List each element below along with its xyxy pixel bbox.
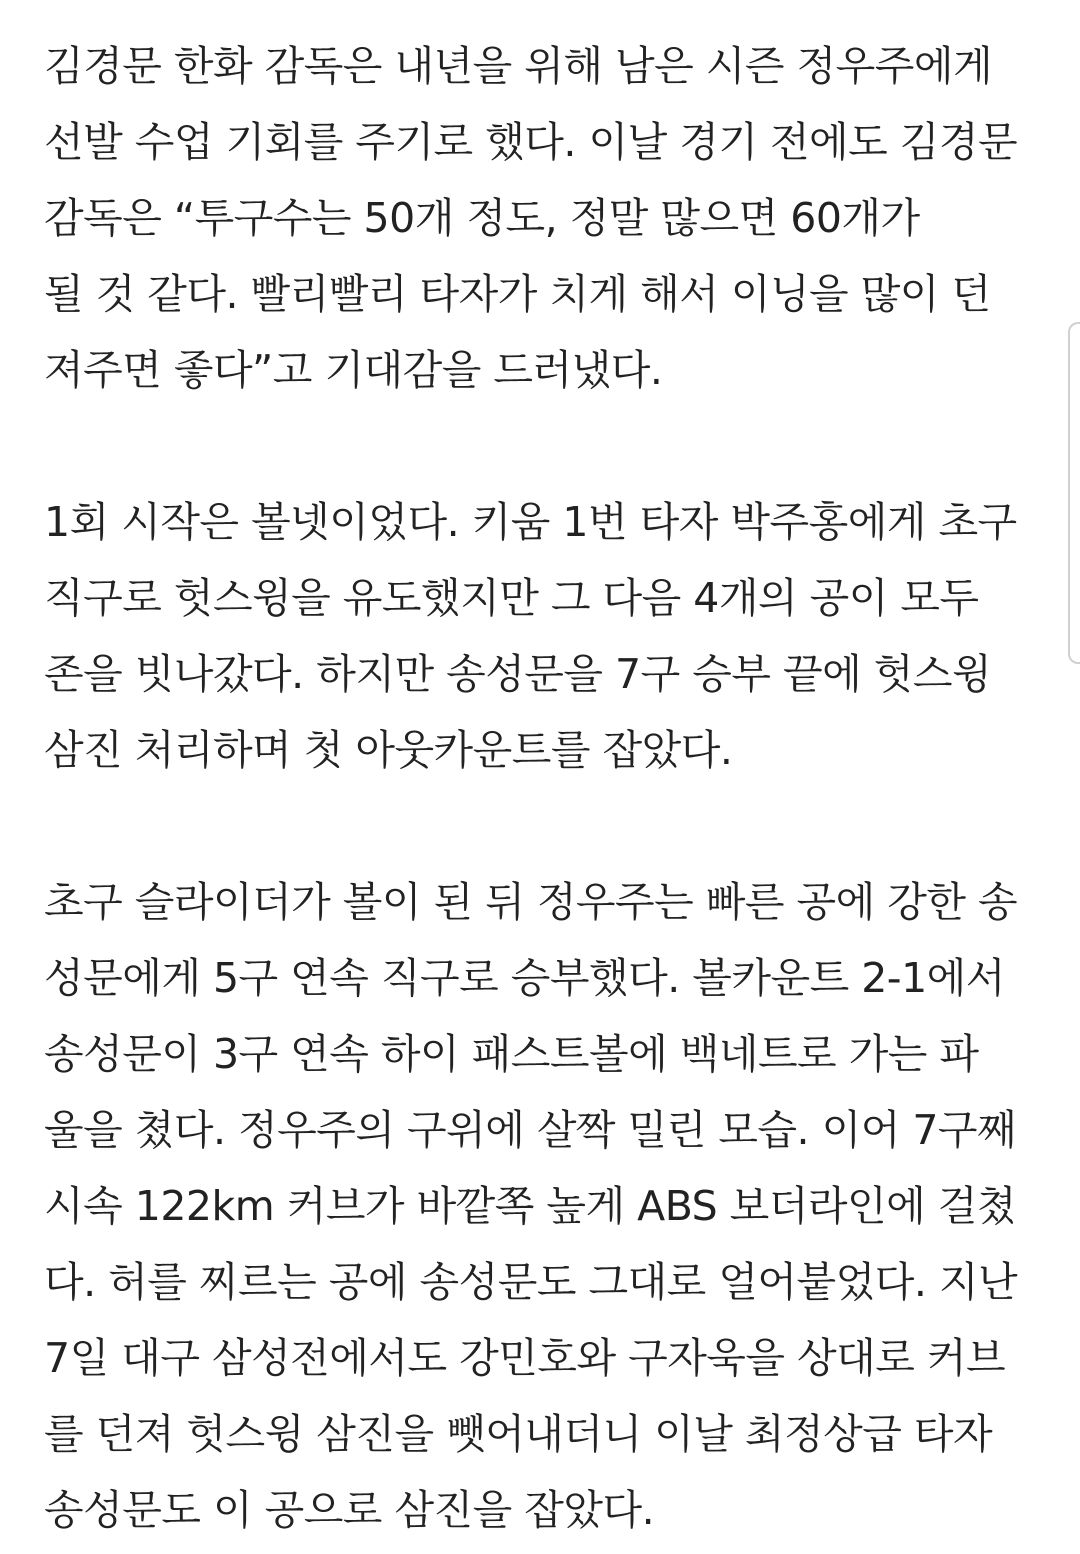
paragraph-2 [44,484,1044,788]
paragraph-spacer [44,408,1044,484]
paragraph-spacer [44,788,1044,864]
text-line: 울을 쳤다. 정우주의 구위에 살짝 밀린 모습. 이어 7구째 [44,1106,1017,1154]
text-line: 김경문 한화 감독은 내년을 위해 남은 시즌 정우주에게 [44,42,993,90]
text-line: 감독은 “투구수는 50개 정도, 정말 많으면 60개가 [44,194,920,242]
text-line: 송성문도 이 공으로 삼진을 잡았다. [44,1486,655,1534]
article-body [44,28,1044,1548]
text-line: 존을 빗나갔다. 하지만 송성문을 7구 승부 끝에 헛스윙 [44,650,992,698]
text-line: 1회 시작은 볼넷이었다. 키움 1번 타자 박주홍에게 초구 [44,498,1017,546]
text-line: 성문에게 5구 연속 직구로 승부했다. 볼카운트 2-1에서 [44,954,1005,1002]
text-line: 송성문이 3구 연속 하이 패스트볼에 백네트로 가는 파 [44,1030,979,1078]
scrollbar-handle[interactable] [1068,322,1080,664]
text-line: 선발 수업 기회를 주기로 했다. 이날 경기 전에도 김경문 [44,118,1018,166]
text-line: 직구로 헛스윙을 유도했지만 그 다음 4개의 공이 모두 [44,574,979,622]
text-line: 될 것 같다. 빨리빨리 타자가 치게 해서 이닝을 많이 던 [44,270,991,318]
text-line: 져주면 좋다”고 기대감을 드러냈다. [44,346,663,394]
text-line: 를 던져 헛스윙 삼진을 뺏어내더니 이날 최정상급 타자 [44,1410,993,1458]
text-line: 다. 허를 찌르는 공에 송성문도 그대로 얼어붙었다. 지난 [44,1258,1018,1306]
paragraph-3 [44,864,1044,1548]
text-line: 7일 대구 삼성전에서도 강민호와 구자욱을 상대로 커브 [44,1334,1006,1382]
paragraph-1 [44,28,1044,408]
text-line: 삼진 처리하며 첫 아웃카운트를 잡았다. [44,726,733,774]
text-line: 초구 슬라이더가 볼이 된 뒤 정우주는 빠른 공에 강한 송 [44,878,1018,926]
text-line: 시속 122km 커브가 바깥쪽 높게 ABS 보더라인에 걸쳤 [44,1182,1016,1230]
